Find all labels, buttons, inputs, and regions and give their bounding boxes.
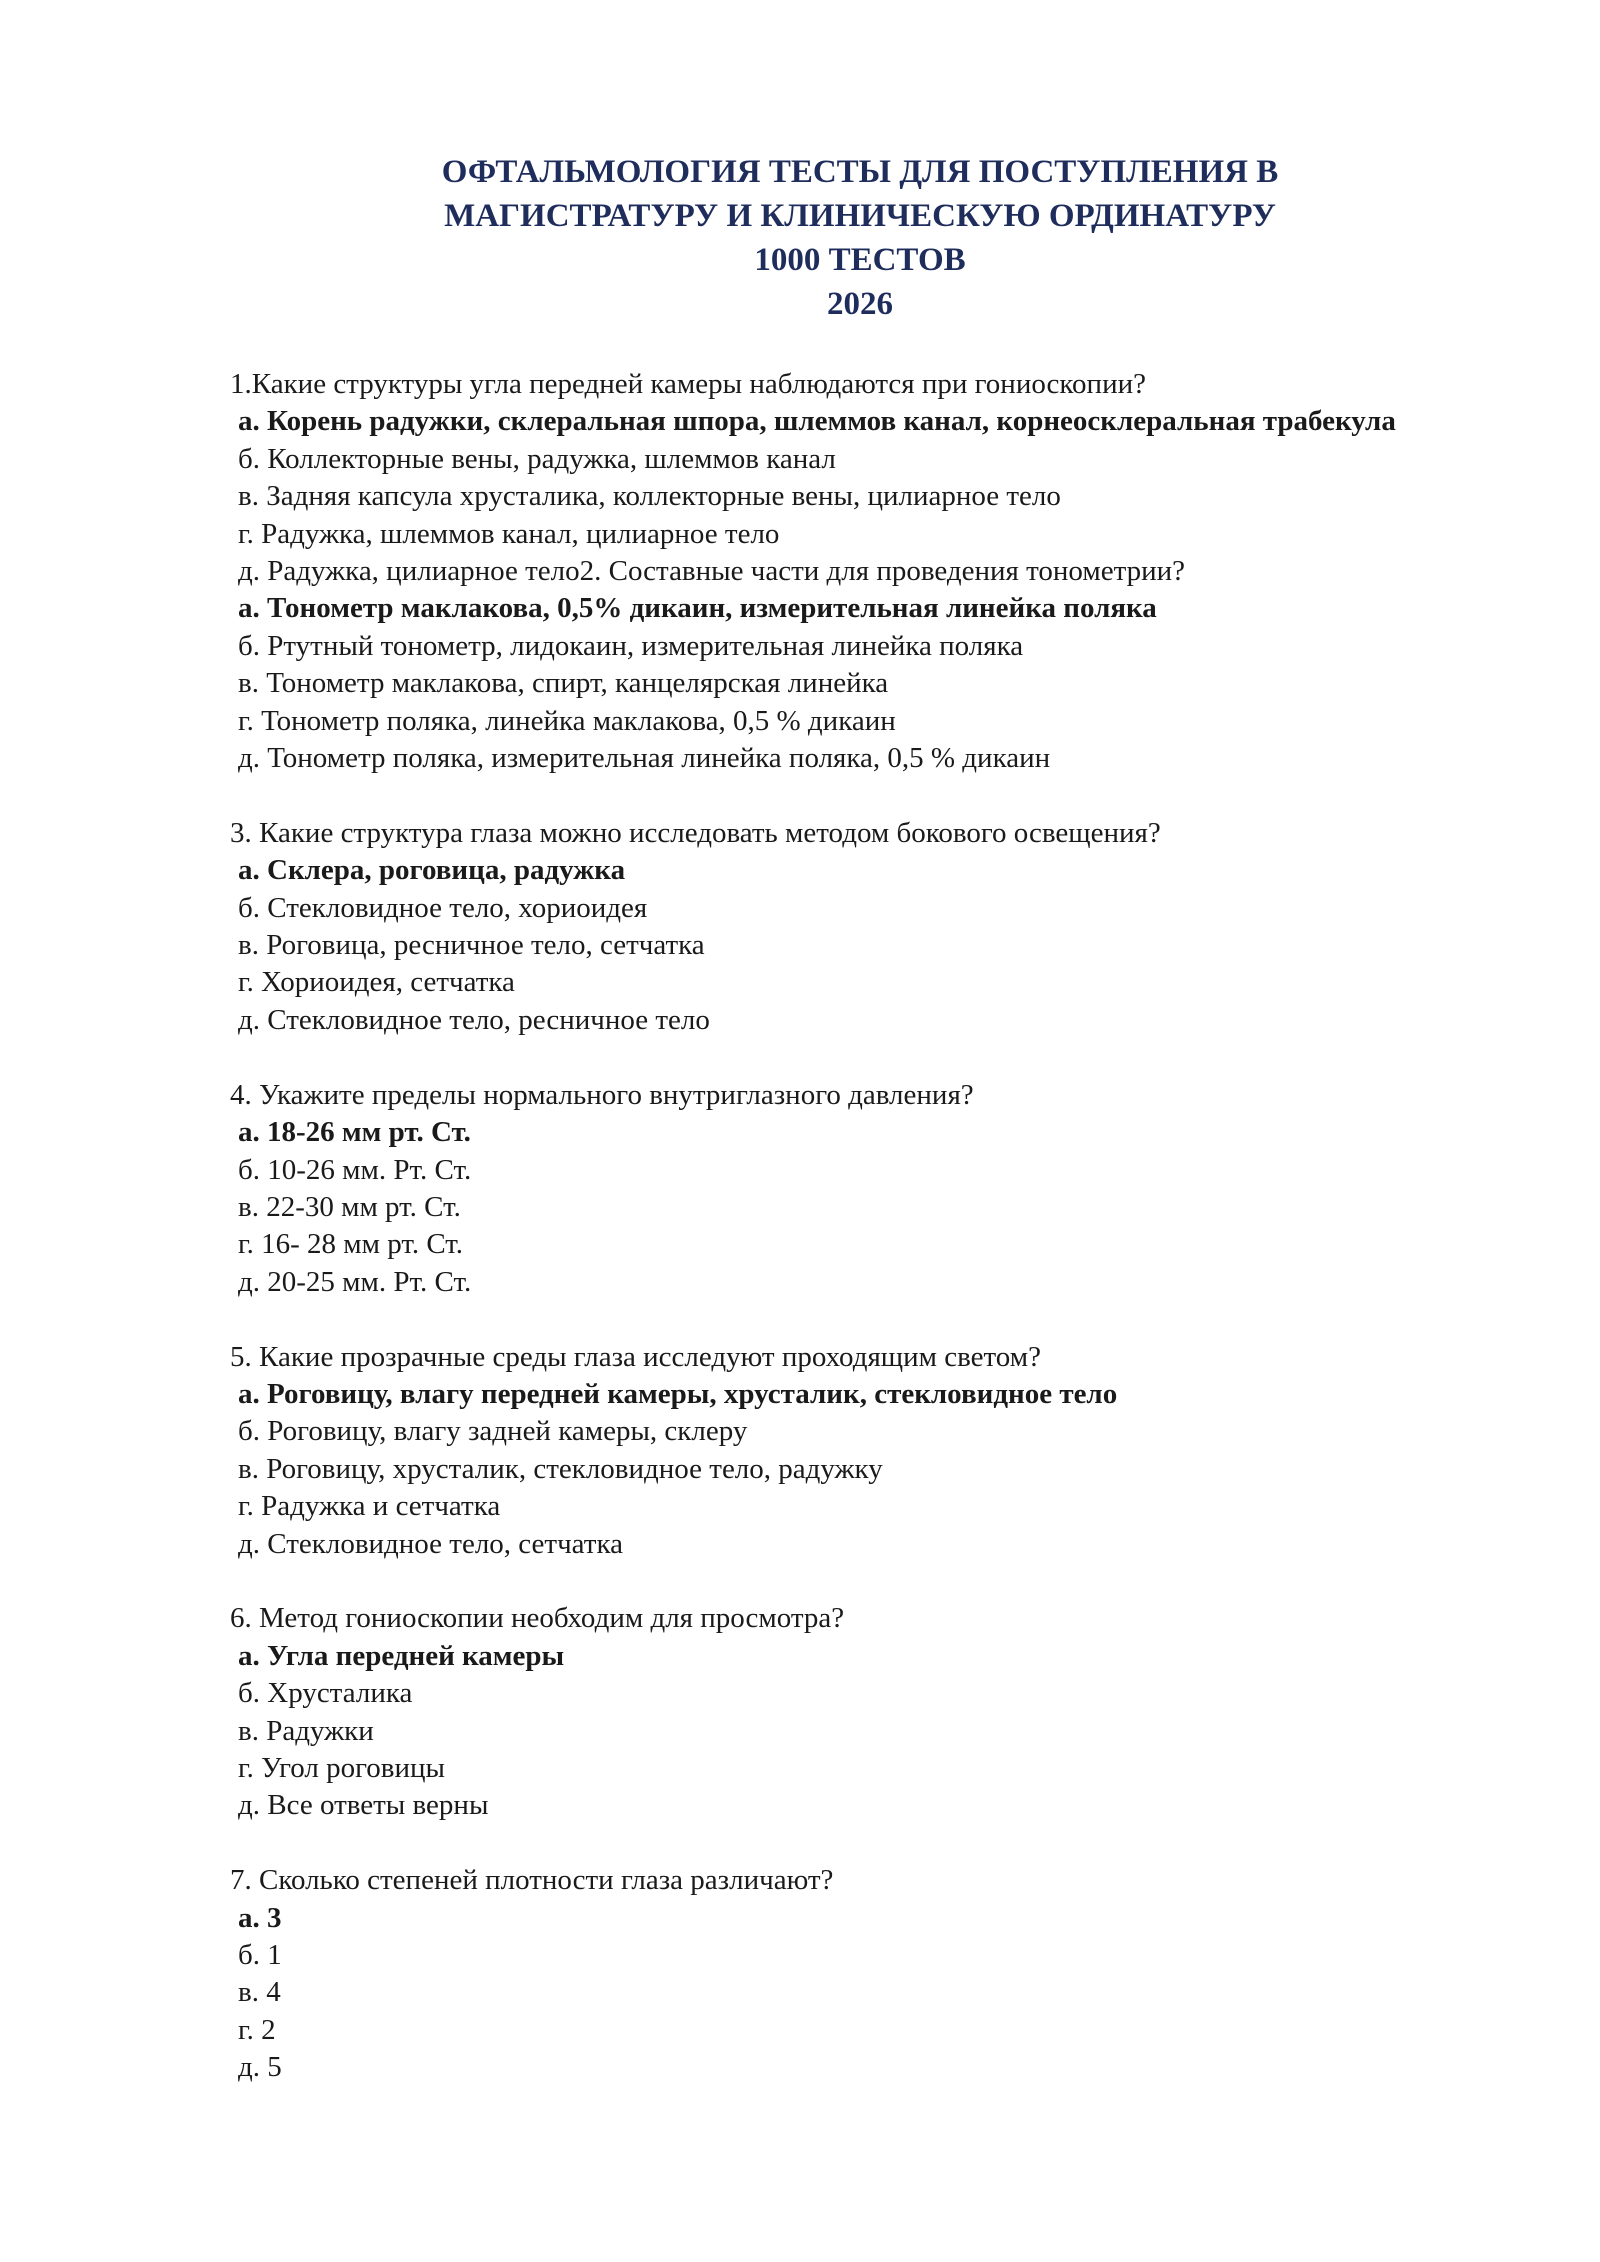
answer-option: г. 2 — [238, 2013, 276, 2046]
answer-option: д. Стекловидное тело, ресничное тело — [238, 1003, 710, 1036]
answer-option: д. Стекловидное тело, сетчатка — [238, 1527, 623, 1560]
question-text: 6. Метод гониоскопии необходим для просмотра? — [230, 1602, 845, 1635]
question-text: 1.Какие структуры угла передней камеры наблюдаются при гониоскопии? — [230, 368, 1146, 400]
spacer — [230, 1825, 1410, 1862]
question-block — [230, 815, 1410, 1039]
spacer — [230, 1039, 1410, 1076]
answer-option: д. 20-25 мм. Рт. Ст. — [238, 1265, 472, 1298]
answer-option: д. Все ответы верны — [238, 1789, 489, 1822]
answer-option: в. Роговицу, хрусталик, стекловидное тело, радужку — [238, 1452, 883, 1485]
question-text: 5. Какие прозрачные среды глаза исследуют проходящим светом? — [230, 1340, 1041, 1373]
answer-option: в. Тонометр маклакова, спирт, канцелярская линейка — [238, 667, 889, 700]
answer-option-correct: а. Корень радужки, склеральная шпора, шлеммов канал, корнеосклеральная трабекула — [238, 405, 1396, 438]
answer-option: б. 10-26 мм. Рт. Ст. — [238, 1153, 472, 1186]
answer-option: г. Хориоидея, сетчатка — [238, 966, 515, 999]
document-title — [260, 150, 1460, 326]
answer-option-correct: а. Склера, роговица, радужка — [238, 854, 626, 887]
question-block — [230, 366, 1410, 590]
answer-option: г. Угол роговицы — [238, 1751, 446, 1784]
answer-option: г. Радужка, шлеммов канал, цилиарное тело — [238, 517, 780, 550]
answer-option: г. Тонометр поляка, линейка маклакова, 0,5 % дикаин — [238, 704, 896, 737]
questions-list — [230, 366, 1410, 2087]
spacer — [230, 777, 1410, 814]
title-line: МАГИСТРАТУРУ И КЛИНИЧЕСКУЮ ОРДИНАТУРУ — [444, 198, 1276, 234]
answer-option: д. Тонометр поляка, измерительная линейка поляка, 0,5 % дикаин — [238, 742, 1051, 775]
answer-option: в. 22-30 мм рт. Ст. — [238, 1190, 461, 1223]
answer-option-correct: а. 3 — [238, 1901, 282, 1934]
answer-option: в. Задняя капсула хрусталика, коллекторные вены, цилиарное тело — [238, 480, 1061, 513]
answer-option-correct: а. Роговицу, влагу передней камеры, хрусталик, стекловидное тело — [238, 1377, 1118, 1410]
answer-option-correct: а. Тонометр маклакова, 0,5% дикаин, измерительная линейка поляка — [238, 592, 1157, 625]
answer-option-correct: а. 18-26 мм рт. Ст. — [238, 1116, 471, 1149]
answer-option-correct: а. Угла передней камеры — [238, 1639, 565, 1672]
answer-option: б. Хрусталика — [238, 1677, 413, 1710]
answer-option: б. Коллекторные вены, радужка, шлеммов канал — [238, 442, 836, 475]
question-block — [230, 1077, 1410, 1301]
answer-option: б. Роговицу, влагу задней камеры, склеру — [238, 1415, 748, 1448]
question-block — [230, 590, 1410, 777]
question-text: 4. Укажите пределы нормального внутриглазного давления? — [230, 1078, 974, 1111]
question-text: 7. Сколько степеней плотности глаза различают? — [230, 1864, 834, 1897]
question-block — [230, 1600, 1410, 1824]
question-text: 3. Какие структура глаза можно исследовать методом бокового освещения? — [230, 816, 1161, 849]
title-line: 2026 — [827, 286, 893, 322]
title-line: 1000 ТЕСТОВ — [754, 242, 966, 278]
answer-option: б. Ртутный тонометр, лидокаин, измерительная линейка поляка — [238, 629, 1024, 662]
spacer — [230, 1301, 1410, 1338]
title-line: ОФТАЛЬМОЛОГИЯ ТЕСТЫ ДЛЯ ПОСТУПЛЕНИЯ В — [441, 154, 1279, 190]
question-block — [230, 1862, 1410, 2086]
spacer — [230, 1563, 1410, 1600]
answer-option: в. 4 — [238, 1976, 281, 2009]
answer-option: г. Радужка и сетчатка — [238, 1490, 501, 1523]
answer-option: в. Радужки — [238, 1714, 374, 1747]
answer-option: б. 1 — [238, 1938, 282, 1971]
answer-option: б. Стекловидное тело, хориоидея — [238, 891, 648, 924]
question-block — [230, 1339, 1410, 1563]
answer-option: д. 5 — [238, 2051, 282, 2084]
answer-option: г. 16- 28 мм рт. Ст. — [238, 1228, 464, 1261]
answer-option: в. Роговица, ресничное тело, сетчатка — [238, 929, 705, 962]
answer-option: д. Радужка, цилиарное тело2. Составные части для проведения тонометрии? — [238, 555, 1186, 588]
